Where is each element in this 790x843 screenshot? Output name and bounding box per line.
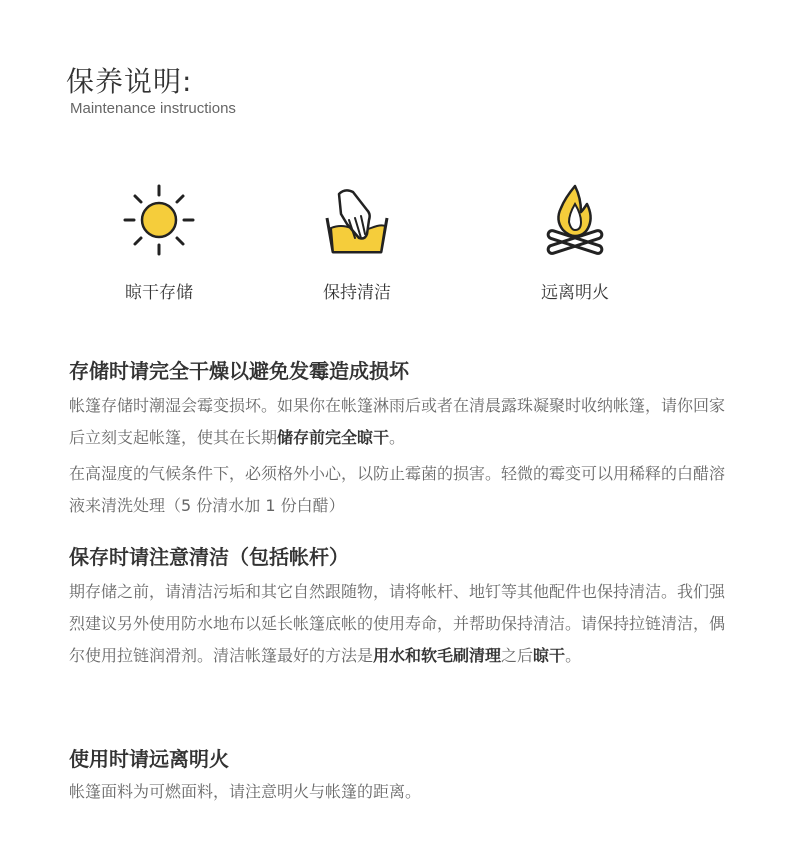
paragraph-text: 。	[389, 428, 406, 447]
paragraph-emphasis: 用水和软毛刷清理	[373, 646, 502, 665]
section-paragraph	[69, 390, 729, 454]
paragraph-text: 期存储之前，请清洁污垢和其它自然跟随物，请将帐杆、地钉等其他配件也保持清洁。我们强烈建议另外使用防水地布以延长帐篷底帐的使用寿命，并帮助保持清洁。请保持拉链清洁，偶尔使用拉链润滑剂。清洁帐篷最好的方法是	[69, 582, 726, 665]
paragraph-text: 。	[565, 646, 582, 665]
hand-washing-icon	[317, 180, 397, 260]
paragraph-emphasis: 晾干	[533, 646, 566, 665]
icon-item-keep-clean	[282, 180, 432, 303]
icon-label: 晾干存储	[125, 283, 193, 303]
paragraph-text: 帐篷存储时潮湿会霉变损坏。如果你在帐篷淋雨后或者在清晨露珠凝聚时收纳帐篷，请你回家后立刻支起帐篷，使其在长期	[69, 396, 726, 447]
sun-icon	[119, 180, 199, 260]
section-fire-safety	[69, 744, 729, 808]
campfire-icon	[535, 180, 615, 260]
section-keep-clean	[69, 542, 729, 672]
section-dry-storage	[69, 356, 729, 522]
icon-label: 保持清洁	[323, 283, 391, 303]
page-title: 保养说明:	[66, 65, 193, 98]
section-heading: 存储时请完全干燥以避免发霉造成损坏	[69, 359, 409, 383]
icon-label: 远离明火	[541, 283, 609, 303]
paragraph-emphasis: 储存前完全晾干	[277, 428, 390, 447]
section-heading: 保存时请注意清洁（包括帐杆）	[69, 545, 349, 569]
paragraph-text: 之后	[501, 646, 534, 665]
icon-item-fire-away	[500, 180, 650, 303]
section-paragraph: 帐篷面料为可燃面料，请注意明火与帐篷的距离。	[69, 782, 422, 801]
section-paragraph: 在高湿度的气候条件下，必须格外小心，以防止霉菌的损害。轻微的霉变可以用稀释的白醋溶液来清洗处理（5 份清水加 1 份白醋）	[69, 464, 726, 515]
section-heading: 使用时请远离明火	[69, 747, 229, 771]
page-subtitle: Maintenance instructions	[70, 100, 236, 117]
icon-item-dry-storage	[84, 180, 234, 303]
section-paragraph	[69, 576, 729, 672]
